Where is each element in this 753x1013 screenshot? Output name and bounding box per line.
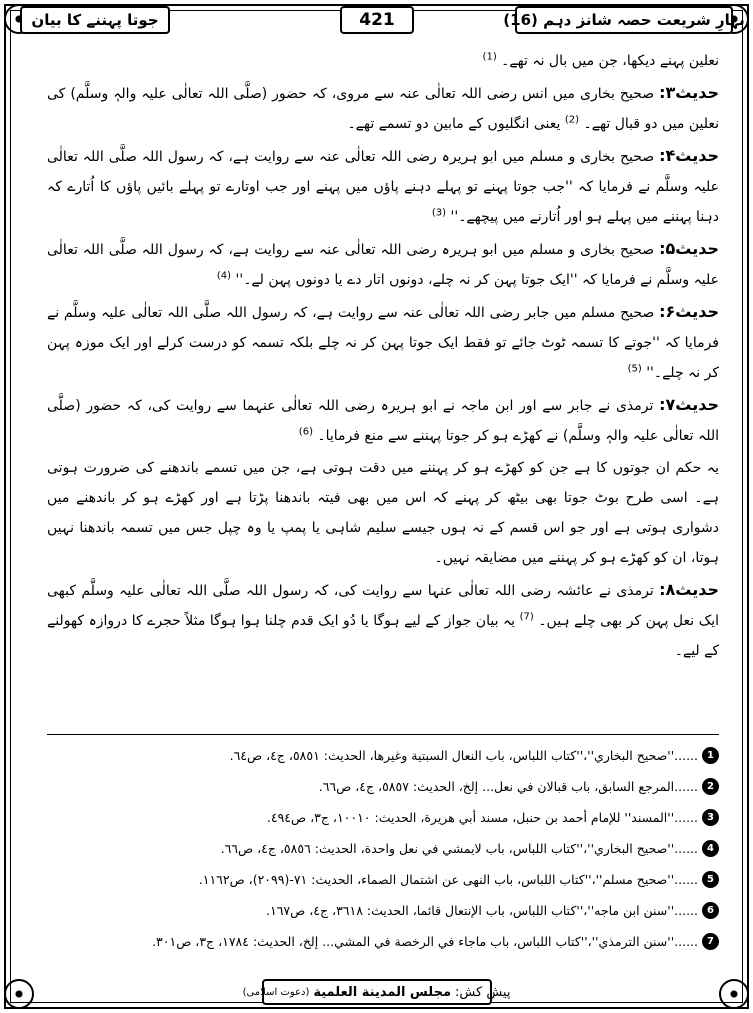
hadith-heading: حدیث۳: — [659, 83, 720, 102]
footnote-ref: (6) — [298, 426, 313, 438]
paragraph-text: نعلین پہنے دیکھا، جن میں بال نہ تھے۔ — [501, 53, 719, 69]
hadith-8 — [47, 575, 719, 666]
footnote-number: 5 — [702, 871, 719, 888]
hadith-7 — [47, 390, 719, 451]
footnote-text: ......المرجع السابق، باب قبالان في نعل... إلخ، الحديث: ٥٨٥٧، ج٤، ص٦٦. — [318, 778, 698, 794]
paragraph-text: ترمذی نے جابر سے اور ابن ماجہ نے ابو ہریرہ رضی اللہ تعالٰی عنہما سے روایت کی، کہ حضور (صلَّی اللہ تعالٰی علیہ والہٖ وسلَّم) نے کھڑے ہو کر جوتا پہننے سے منع فرمایا۔ — [47, 398, 719, 444]
paragraph-text: صحیح مسلم میں جابر رضی اللہ تعالٰی عنہ سے روایت ہے، کہ رسول اللہ صلَّی اللہ تعالٰی علیہ وسلَّم نے فرمایا کہ ''جوتے کا تسمہ ٹوٹ جائے تو فقط ایک جوتا پہن کر نہ چلے بلکہ تسمہ کو درست کرلے اور ایک موزہ پہن کر نہ چلے۔'' — [47, 305, 719, 381]
footnote-number: 6 — [702, 902, 719, 919]
chapter-title: جوتا پہننے کا بیان — [20, 6, 170, 34]
hadith-heading: حدیث۷: — [659, 395, 719, 414]
footnote-ref: (5) — [627, 363, 642, 375]
book-title: بہارِ شریعت حصہ شانز دہم (16) — [515, 6, 733, 34]
paragraph-text-continued: یہ بیان جواز کے لیے ہوگا یا دُو ایک قدم چلنا ہوا ہوگا مثلاً حجرے کا دروازہ کھولنے کے لیے۔ — [47, 613, 719, 659]
footnote-7 — [47, 926, 719, 957]
footnote-ref: (7) — [519, 611, 534, 623]
footnote-5 — [47, 864, 719, 895]
footnote-divider — [47, 734, 719, 735]
footnote-1 — [47, 740, 719, 771]
paragraph-text: صحیح بخاری و مسلم میں ابو ہریرہ رضی اللہ تعالٰی عنہ سے روایت ہے، کہ رسول اللہ صلَّی اللہ تعالٰی علیہ وسلَّم نے فرمایا کہ ''ایک جوتا پہن کر نہ چلے، دونوں اتار دے یا دونوں پہن لے۔'' — [47, 242, 719, 288]
footnote-ref: (2) — [564, 114, 580, 126]
footnotes — [47, 740, 719, 957]
footnote-text: ......''المسند'' للإمام أحمد بن حنبل، مسند أبي هريرة، الحديث: ١٠٠١٠، ج٣، ص٤٩٤. — [266, 809, 698, 825]
paragraph-text: یہ حکم ان جوتوں کا ہے جن کو کھڑے ہو کر پہننے میں دقت ہوتی ہے، جن میں تسمے باندھنے کی ضرورت ہوتی ہے۔ اسی طرح بوٹ جوتا بھی بیٹھ کر پہنے کہ اس میں بھی فیتہ باندھنا پڑتا ہے اور کھڑے ہو کر باندھنے میں دشواری ہوتی ہے اور جو اس قسم کے نہ ہوں جیسے سلیم شاہی یا پمپ یا وہ چپل جس میں تسمہ باندھنا نہیں ہوتا، ان کو کھڑے ہو کر پہننے میں مضایقہ نہیں۔ — [47, 460, 719, 566]
footnote-ref: (3) — [431, 207, 447, 219]
publisher-name: مجلس المدينة العلمية — [313, 984, 452, 1000]
paragraph-0 — [47, 46, 719, 76]
footnote-ref: (1) — [482, 51, 497, 63]
hadith-heading: حدیث۵: — [659, 239, 719, 258]
hadith-heading: حدیث۶: — [659, 302, 719, 321]
footnote-number: 2 — [702, 778, 719, 795]
hadith-6 — [47, 297, 719, 388]
commentary — [47, 453, 719, 573]
page-header — [20, 6, 745, 36]
footnote-number: 3 — [702, 809, 719, 826]
publisher-tag: (دعوت اسلامی) — [242, 986, 310, 998]
presented-by-label: پیش کش: — [455, 984, 511, 1000]
paragraph-text-continued: یعنی انگلیوں کے مابین دو تسمے تھے۔ — [347, 116, 561, 132]
hadith-5 — [47, 234, 719, 295]
footnote-text: ......''صحيح البخاري''،''كتاب اللباس، باب لايمشي في نعل واحدة، الحديث: ٥٨٥٦، ج٤، ص٦٦. — [220, 840, 698, 856]
paragraph-text: صحیح بخاری میں انس رضی اللہ تعالٰی عنہ سے مروی، کہ حضور (صلَّی اللہ تعالٰی علیہ والہٖ وسلَّم) کی نعلین میں دو قبال تھے۔ — [47, 86, 719, 132]
publisher-banner — [242, 979, 511, 1005]
paragraph-text: ترمذی نے عائشہ رضی اللہ تعالٰی عنہا سے روایت کی، کہ رسول اللہ صلَّی اللہ تعالٰی علیہ وسلَّم کبھی ایک نعل پہن کر بھی چلے ہیں۔ — [47, 583, 720, 629]
footnote-text: ......''سنن ابن ماجه''،''كتاب اللباس، باب الإنتعال قائما، الحديث: ٣٦١٨، ج٤، ص١٦٧. — [266, 902, 698, 918]
hadith-heading: حدیث۴: — [659, 146, 719, 165]
footnote-3 — [47, 802, 719, 833]
hadith-3 — [47, 78, 719, 139]
footnote-6 — [47, 895, 719, 926]
hadith-heading: حدیث۸: — [659, 580, 719, 599]
footnote-4 — [47, 833, 719, 864]
hadith-4 — [47, 141, 719, 232]
footnote-text: ......''صحيح مسلم''،''كتاب اللباس، باب النهى عن اشتمال الصماء، الحديث: ٧١-(٢٠٩٩)، ص١١٦٢. — [198, 871, 698, 887]
main-text — [47, 46, 719, 668]
footnote-text: ......''سنن الترمذي''،''كتاب اللباس، باب ماجاء في الرخصة في المشي... إلخ، الحديث: ١٧٨٤، ج٣، ص٣٠١. — [152, 933, 698, 949]
page-number: 421 — [340, 6, 414, 34]
footnote-ref: (4) — [216, 270, 232, 282]
footnote-number: 4 — [702, 840, 719, 857]
footnote-number: 7 — [702, 933, 719, 950]
footnote-number: 1 — [702, 747, 719, 764]
footnote-2 — [47, 771, 719, 802]
paragraph-text: صحیح بخاری و مسلم میں ابو ہریرہ رضی اللہ تعالٰی عنہ سے روایت ہے، کہ رسول اللہ صلَّی اللہ تعالٰی علیہ وسلَّم نے فرمایا کہ ''جب جوتا پہنے تو پہلے دہنے پاؤں میں پہنے اور جب اوتارے تو پہلے بائیں پاؤں کا اُتارے کہ دہنا پہننے میں پہلے ہو اور اُتارنے میں پیچھے۔'' — [47, 149, 719, 225]
footnote-text: ......''صحيح البخاري''،''كتاب اللباس، باب النعال السبتية وغيرها، الحديث: ٥٨٥١، ج٤، ص٦٤. — [229, 747, 698, 763]
